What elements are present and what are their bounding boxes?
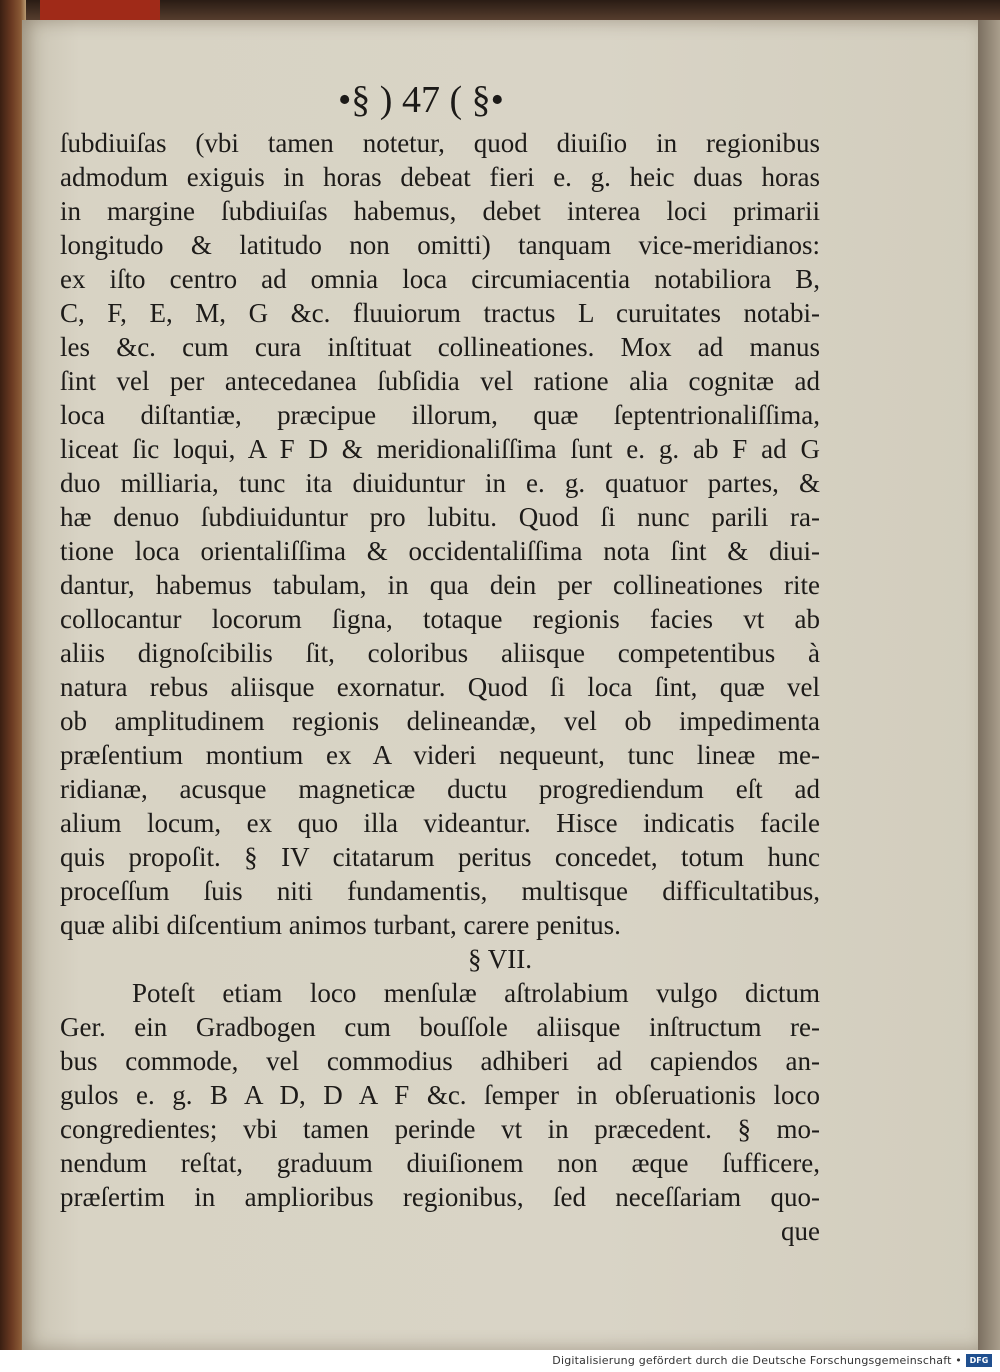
- text-line: dantur, habemus tabulam, in qua dein per collineationes rite: [60, 570, 820, 600]
- text-line: præſertim in amplioribus regionibus, ſed neceſſariam quo-: [60, 1182, 820, 1212]
- text-line: Poteſt etiam loco menſulæ aſtrolabium vulgo dictum: [132, 978, 820, 1008]
- text-line: duo milliaria, tunc ita diuiduntur in e. g. quatuor partes, &: [60, 468, 820, 498]
- page-right-edge: [978, 20, 1000, 1350]
- text-line: præſentium montium ex A videri nequeunt, tunc lineæ me-: [60, 740, 820, 770]
- text-line: ridianæ, acusque magneticæ ductu progrediendum eſt ad: [60, 774, 820, 804]
- scan-top-edge: [0, 0, 1000, 22]
- text-line: quæ alibi diſcentium animos turbant, carere penitus.: [60, 910, 621, 940]
- page-body-text: [60, 126, 820, 1248]
- text-line: ſint vel per antecedanea ſubſidia vel ratione alia cognitæ ad: [60, 366, 820, 396]
- text-line: hæ denuo ſubdiuiduntur pro lubitu. Quod ſi nunc parili ra-: [60, 502, 820, 532]
- text-line: collocantur locorum ſigna, totaque regionis facies vt ab: [60, 604, 820, 634]
- text-line: loca diſtantiæ, præcipue illorum, quæ ſeptentrionaliſſima,: [60, 400, 820, 430]
- text-line: admodum exiguis in horas debeat fieri e. g. heic duas horas: [60, 162, 820, 192]
- text-line: nendum reſtat, graduum diuiſionem non æque ſufficere,: [60, 1148, 820, 1178]
- text-line: liceat ſic loqui, A F D & meridionaliſſima ſunt e. g. ab F ad G: [60, 434, 820, 464]
- text-line: ob amplitudinem regionis delineandæ, vel ob impedimenta: [60, 706, 820, 736]
- text-line: aliis dignoſcibilis ſit, coloribus aliisque competentibus à: [60, 638, 820, 668]
- dfg-logo-icon[interactable]: DFG: [966, 1354, 992, 1367]
- text-line: ſubdiuiſas (vbi tamen notetur, quod diuiſio in regionibus: [60, 128, 820, 158]
- page-number-header: •§ ) 47 ( §•: [338, 79, 504, 121]
- text-line: congredientes; vbi tamen perinde vt in præcedent. § mo-: [60, 1114, 820, 1144]
- text-line: bus commode, vel commodius adhiberi ad capiendos an-: [60, 1046, 820, 1076]
- footer-credit-text: Digitalisierung gefördert durch die Deutsche Forschungsgemeinschaft •: [552, 1354, 962, 1367]
- text-line: gulos e. g. B A D, D A F &c. ſemper in obſeruationis loco: [60, 1080, 820, 1110]
- text-line: tione loca orientaliſſima & occidentaliſſima nota ſint & diui-: [60, 536, 820, 566]
- text-line: quis propoſit. § IV citatarum peritus concedet, totum hunc: [60, 842, 820, 872]
- text-line: in margine ſubdiuiſas habemus, debet interea loci primarii: [60, 196, 820, 226]
- text-line: Ger. ein Gradbogen cum bouſſole aliisque inſtructum re-: [60, 1012, 820, 1042]
- catchword: que: [781, 1216, 820, 1246]
- text-line: alium locum, ex quo illa videantur. Hisce indicatis facile: [60, 808, 820, 838]
- text-line: ex iſto centro ad omnia loca circumiacentia notabiliora B,: [60, 264, 820, 294]
- text-line: proceſſum ſuis niti fundamentis, multisque difficultatibus,: [60, 876, 820, 906]
- digitization-footer: [0, 1350, 1000, 1372]
- text-line: longitudo & latitudo non omitti) tanquam vice-meridianos:: [60, 230, 820, 260]
- text-line: les &c. cum cura inſtituat collineationes. Mox ad manus: [60, 332, 820, 362]
- text-line: C, F, E, M, G &c. fluuiorum tractus L curuitates notabi-: [60, 298, 820, 328]
- text-line: natura rebus aliisque exornatur. Quod ſi loca ſint, quæ vel: [60, 672, 820, 702]
- section-heading: § VII.: [468, 944, 532, 974]
